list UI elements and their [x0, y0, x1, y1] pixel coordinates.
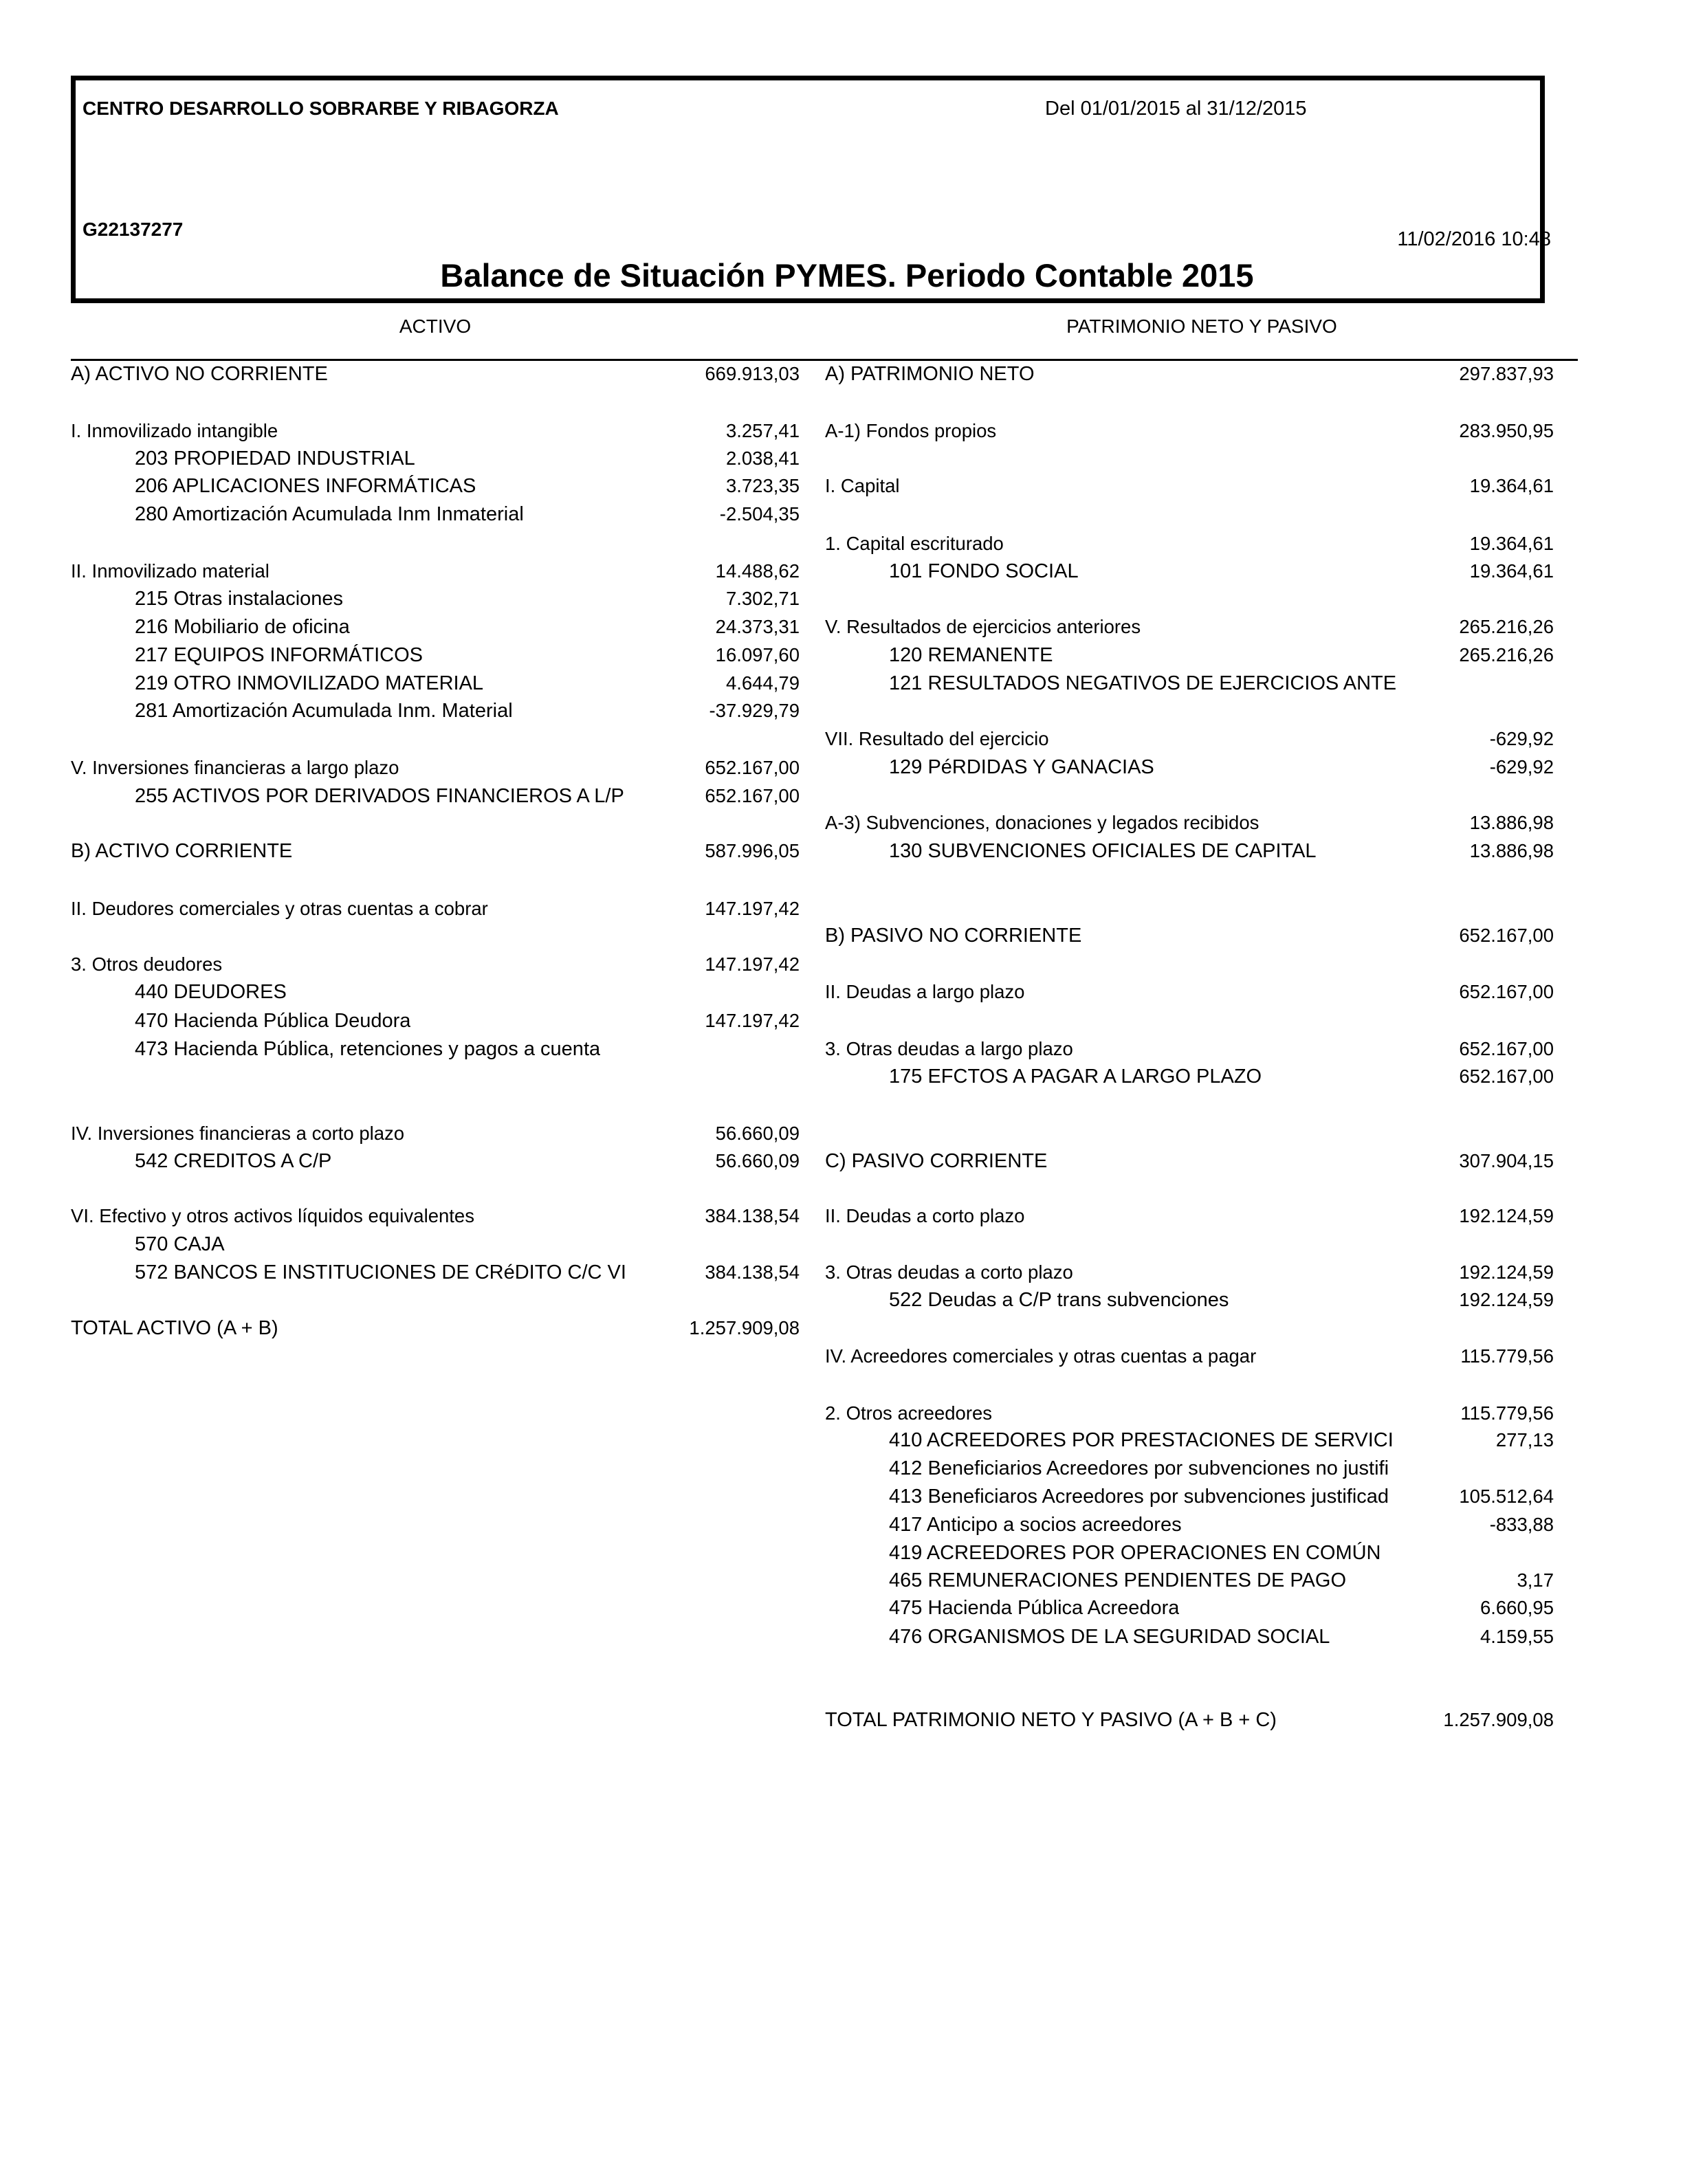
- pasivo-row-amount: 265.216,26: [1459, 644, 1554, 665]
- pasivo-row-label: 476 ORGANISMOS DE LA SEGURIDAD SOCIAL: [889, 1626, 1330, 1648]
- pasivo-row-label: 2. Otros acreedores: [825, 1402, 993, 1424]
- pasivo-row-amount: 652.167,00: [1459, 925, 1554, 946]
- pasivo-row-label: I. Capital: [825, 475, 900, 496]
- activo-row-label: 219 OTRO INMOVILIZADO MATERIAL: [135, 672, 484, 694]
- pasivo-row-amount: 192.124,59: [1459, 1261, 1554, 1283]
- activo-row: [71, 419, 800, 443]
- pasivo-row-label: IV. Acreedores comerciales y otras cuentas a pagar: [825, 1345, 1257, 1367]
- pasivo-row-amount: 13.886,98: [1469, 812, 1554, 833]
- activo-row-amount: 1.257.909,08: [689, 1317, 800, 1338]
- pasivo-row-amount: 19.364,61: [1469, 533, 1554, 554]
- pasivo-row-label: B) PASIVO NO CORRIENTE: [825, 925, 1082, 947]
- activo-row: [71, 1261, 800, 1284]
- pasivo-row: [825, 1485, 1554, 1508]
- company-name: CENTRO DESARROLLO SOBRARBE Y RIBAGORZA: [82, 98, 559, 119]
- pasivo-row: [825, 532, 1554, 555]
- activo-row-amount: 587.996,05: [705, 840, 800, 861]
- activo-row: [71, 897, 800, 920]
- pasivo-row: [825, 1402, 1554, 1425]
- pasivo-row-label: TOTAL PATRIMONIO NETO Y PASIVO (A + B + C): [825, 1709, 1277, 1731]
- pasivo-row: [825, 924, 1554, 947]
- pasivo-row: [825, 1541, 1554, 1565]
- pasivo-column-header: PATRIMONIO NETO Y PASIVO: [1066, 316, 1337, 337]
- pasivo-row-label: 412 Beneficiarios Acreedores por subvenciones no justifi: [889, 1457, 1389, 1479]
- pasivo-row-label: 101 FONDO SOCIAL: [889, 560, 1079, 582]
- activo-row: [71, 1316, 800, 1340]
- pasivo-row-amount: 19.364,61: [1469, 475, 1554, 496]
- pasivo-row: [825, 1204, 1554, 1228]
- pasivo-row-amount: 652.167,00: [1459, 981, 1554, 1002]
- pasivo-row: [825, 1261, 1554, 1284]
- activo-row: [71, 672, 800, 695]
- activo-row: [71, 980, 800, 1004]
- activo-row: [71, 643, 800, 667]
- activo-row-label: 206 APLICACIONES INFORMÁTICAS: [135, 475, 476, 497]
- pasivo-row-label: 129 PéRDIDAS Y GANACIAS: [889, 756, 1154, 778]
- pasivo-row: [825, 1429, 1554, 1452]
- pasivo-row: [825, 1708, 1554, 1732]
- pasivo-row: [825, 615, 1554, 639]
- activo-row-label: IV. Inversiones financieras a corto plazo: [71, 1123, 405, 1144]
- pasivo-row: [825, 839, 1554, 863]
- activo-row-label: II. Deudores comerciales y otras cuentas a cobrar: [71, 898, 488, 919]
- activo-row-amount: 56.660,09: [715, 1150, 800, 1171]
- pasivo-row-amount: -629,92: [1489, 756, 1554, 777]
- activo-row-label: 203 PROPIEDAD INDUSTRIAL: [135, 448, 415, 470]
- activo-row: [71, 474, 800, 498]
- pasivo-row-label: A) PATRIMONIO NETO: [825, 363, 1035, 385]
- pasivo-row: [825, 672, 1554, 695]
- pasivo-row-amount: 6.660,95: [1480, 1597, 1554, 1618]
- activo-row: [71, 615, 800, 639]
- pasivo-row: [825, 811, 1554, 835]
- activo-row: [71, 1149, 800, 1173]
- activo-row-label: TOTAL ACTIVO (A + B): [71, 1317, 278, 1339]
- activo-row-amount: -2.504,35: [719, 503, 800, 525]
- pasivo-row-label: A-3) Subvenciones, donaciones y legados recibidos: [825, 812, 1260, 833]
- activo-row-label: 215 Otras instalaciones: [135, 588, 344, 610]
- pasivo-row-amount: -629,92: [1489, 728, 1554, 749]
- pasivo-row-label: 175 EFCTOS A PAGAR A LARGO PLAZO: [889, 1066, 1262, 1088]
- pasivo-row: [825, 643, 1554, 667]
- pasivo-row-label: 419 ACREEDORES POR OPERACIONES EN COMÚN: [889, 1542, 1381, 1564]
- activo-row-amount: 384.138,54: [705, 1261, 800, 1283]
- activo-row: [71, 587, 800, 610]
- pasivo-row-amount: 115.779,56: [1460, 1345, 1554, 1367]
- pasivo-row-amount: 192.124,59: [1459, 1205, 1554, 1226]
- pasivo-row-label: 413 Beneficiaros Acreedores por subvenciones justificad: [889, 1486, 1389, 1508]
- pasivo-row-label: V. Resultados de ejercicios anteriores: [825, 616, 1141, 637]
- activo-row: [71, 953, 800, 976]
- pasivo-row-label: 3. Otras deudas a corto plazo: [825, 1261, 1073, 1283]
- pasivo-row-amount: 4.159,55: [1480, 1626, 1554, 1647]
- activo-row-label: 473 Hacienda Pública, retenciones y pagos a cuenta: [135, 1038, 601, 1060]
- header-rule: [71, 359, 1578, 361]
- pasivo-row-label: II. Deudas a corto plazo: [825, 1205, 1025, 1226]
- activo-row-amount: 7.302,71: [725, 588, 800, 609]
- pasivo-row-label: VII. Resultado del ejercicio: [825, 728, 1049, 749]
- pasivo-row: [825, 980, 1554, 1004]
- pasivo-row: [825, 755, 1554, 779]
- activo-row-amount: 14.488,62: [715, 560, 800, 582]
- activo-row: [71, 784, 800, 808]
- activo-row-amount: 147.197,42: [705, 898, 800, 919]
- pasivo-row: [825, 1596, 1554, 1620]
- pasivo-row-amount: 13.886,98: [1469, 840, 1554, 861]
- activo-row-label: V. Inversiones financieras a largo plazo: [71, 757, 399, 778]
- pasivo-row: [825, 1345, 1554, 1368]
- pasivo-row-amount: 105.512,64: [1459, 1486, 1554, 1507]
- pasivo-row: [825, 1065, 1554, 1088]
- pasivo-row-label: 465 REMUNERACIONES PENDIENTES DE PAGO: [889, 1569, 1347, 1591]
- pasivo-row: [825, 1288, 1554, 1312]
- pasivo-row-amount: 652.167,00: [1459, 1038, 1554, 1059]
- pasivo-row-label: 3. Otras deudas a largo plazo: [825, 1038, 1073, 1059]
- pasivo-row-label: 522 Deudas a C/P trans subvenciones: [889, 1289, 1229, 1311]
- pasivo-row: [825, 362, 1554, 386]
- activo-row: [71, 1037, 800, 1061]
- pasivo-row-amount: 265.216,26: [1459, 616, 1554, 637]
- activo-row-amount: 56.660,09: [715, 1123, 800, 1144]
- activo-row-amount: 652.167,00: [705, 785, 800, 806]
- activo-row-label: 440 DEUDORES: [135, 981, 287, 1003]
- activo-row-label: 3. Otros deudores: [71, 953, 223, 975]
- activo-row-amount: 16.097,60: [715, 644, 800, 665]
- pasivo-row-label: II. Deudas a largo plazo: [825, 981, 1025, 1002]
- pasivo-row: [825, 1569, 1554, 1592]
- pasivo-row: [825, 560, 1554, 583]
- pasivo-row-label: 121 RESULTADOS NEGATIVOS DE EJERCICIOS ANTE: [889, 672, 1397, 694]
- activo-row-amount: 652.167,00: [705, 757, 800, 778]
- activo-row-label: 217 EQUIPOS INFORMÁTICOS: [135, 644, 423, 666]
- pasivo-row-label: 120 REMANENTE: [889, 644, 1053, 666]
- activo-row: [71, 839, 800, 863]
- pasivo-row-amount: 115.779,56: [1460, 1402, 1554, 1424]
- pasivo-row-amount: 3,17: [1517, 1569, 1554, 1591]
- activo-row: [71, 756, 800, 780]
- activo-row-label: VI. Efectivo y otros activos líquidos equivalentes: [71, 1205, 474, 1226]
- activo-row: [71, 560, 800, 583]
- activo-row-label: B) ACTIVO CORRIENTE: [71, 840, 293, 862]
- pasivo-row-label: 130 SUBVENCIONES OFICIALES DE CAPITAL: [889, 840, 1317, 862]
- pasivo-row-label: 417 Anticipo a socios acreedores: [889, 1514, 1182, 1536]
- activo-row-amount: -37.929,79: [709, 700, 800, 721]
- activo-column-header: ACTIVO: [399, 316, 472, 337]
- activo-row-label: II. Inmovilizado material: [71, 560, 270, 582]
- activo-row: [71, 447, 800, 470]
- activo-row: [71, 1233, 800, 1256]
- tax-id: G22137277: [82, 219, 184, 240]
- activo-row-amount: 3.257,41: [725, 420, 800, 441]
- pasivo-row: [825, 1457, 1554, 1480]
- pasivo-row: [825, 727, 1554, 751]
- activo-row: [71, 1009, 800, 1033]
- activo-row-amount: 669.913,03: [705, 363, 800, 384]
- pasivo-row-amount: 1.257.909,08: [1443, 1709, 1554, 1730]
- pasivo-row-label: C) PASIVO CORRIENTE: [825, 1150, 1048, 1172]
- activo-row-label: 280 Amortización Acumulada Inm Inmaterial: [135, 503, 524, 525]
- activo-row-label: 255 ACTIVOS POR DERIVADOS FINANCIEROS A L/P: [135, 785, 624, 807]
- pasivo-row-label: 1. Capital escriturado: [825, 533, 1004, 554]
- pasivo-row-amount: 19.364,61: [1469, 560, 1554, 582]
- activo-row-label: 570 CAJA: [135, 1233, 225, 1255]
- activo-row-label: A) ACTIVO NO CORRIENTE: [71, 363, 328, 385]
- activo-row-amount: 147.197,42: [705, 1010, 800, 1031]
- pasivo-row-amount: 277,13: [1495, 1429, 1554, 1451]
- pasivo-row-label: 475 Hacienda Pública Acreedora: [889, 1597, 1180, 1619]
- activo-row: [71, 503, 800, 526]
- print-datetime: 11/02/2016 10:48: [1397, 228, 1551, 250]
- activo-row-amount: 3.723,35: [725, 475, 800, 496]
- activo-row-amount: 384.138,54: [705, 1205, 800, 1226]
- activo-row-amount: 4.644,79: [725, 672, 800, 694]
- pasivo-row: [825, 1037, 1554, 1061]
- pasivo-row-amount: 652.167,00: [1459, 1066, 1554, 1087]
- pasivo-row: [825, 1513, 1554, 1536]
- pasivo-row: [825, 1625, 1554, 1648]
- activo-row: [71, 699, 800, 723]
- activo-row-label: 572 BANCOS E INSTITUCIONES DE CRéDITO C/C VI: [135, 1261, 626, 1283]
- activo-row-label: 542 CREDITOS A C/P: [135, 1150, 332, 1172]
- pasivo-row: [825, 419, 1554, 443]
- activo-row-label: 216 Mobiliario de oficina: [135, 616, 350, 638]
- activo-row: [71, 1204, 800, 1228]
- pasivo-row-label: 410 ACREEDORES POR PRESTACIONES DE SERVICI: [889, 1429, 1394, 1451]
- activo-row-amount: 2.038,41: [725, 448, 800, 469]
- activo-row-label: 281 Amortización Acumulada Inm. Material: [135, 700, 513, 722]
- report-title: Balance de Situación PYMES. Periodo Contable 2015: [440, 257, 1254, 294]
- pasivo-row-label: A-1) Fondos propios: [825, 420, 997, 441]
- pasivo-row-amount: 307.904,15: [1459, 1150, 1554, 1171]
- pasivo-row-amount: -833,88: [1489, 1514, 1554, 1535]
- period-range: Del 01/01/2015 al 31/12/2015: [1045, 98, 1307, 120]
- activo-row: [71, 362, 800, 386]
- pasivo-row-amount: 297.837,93: [1459, 363, 1554, 384]
- pasivo-row: [825, 1149, 1554, 1173]
- pasivo-row-amount: 192.124,59: [1459, 1289, 1554, 1310]
- activo-row: [71, 1122, 800, 1145]
- activo-row-amount: 147.197,42: [705, 953, 800, 975]
- pasivo-row-amount: 283.950,95: [1459, 420, 1554, 441]
- activo-row-label: I. Inmovilizado intangible: [71, 420, 278, 441]
- activo-row-amount: 24.373,31: [715, 616, 800, 637]
- activo-row-label: 470 Hacienda Pública Deudora: [135, 1010, 411, 1032]
- pasivo-row: [825, 474, 1554, 498]
